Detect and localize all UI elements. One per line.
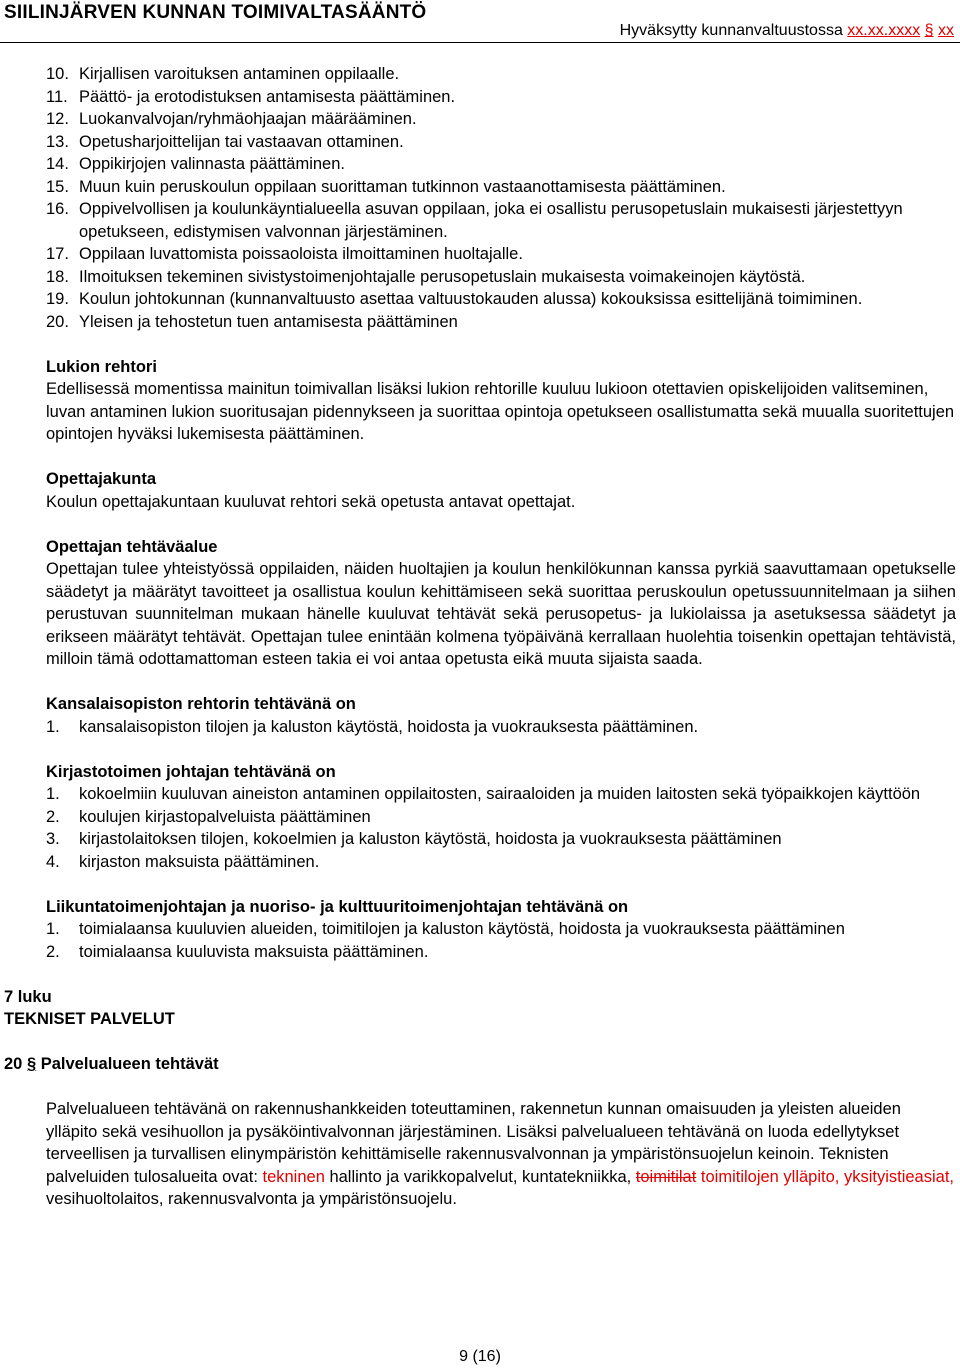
paragraph-text: vesihuoltolaitos, rakennusvalvonta ja ympäristönsuojelu. xyxy=(46,1190,457,1208)
list-item xyxy=(0,311,949,334)
list-text: Koulun johtokunnan (kunnanvaltuusto asettaa valtuustokauden alussa) kokouksissa esittelijänä toimiminen. xyxy=(79,290,863,308)
list-number: 4. xyxy=(46,852,60,871)
list-item xyxy=(0,153,949,176)
list-item xyxy=(0,243,949,266)
list-number: 17. xyxy=(46,245,69,263)
opettajakunta-section xyxy=(0,468,956,513)
approval-date: xx.xx.xxxx xyxy=(847,22,921,39)
list-text: kirjastolaitoksen tilojen, kokoelmien ja kaluston käytöstä, hoidosta ja vuokrauksesta päättäminen xyxy=(79,830,782,848)
liikuntatoimi-list xyxy=(0,918,960,963)
list-item xyxy=(0,828,939,851)
section-text: Opettajan tulee yhteistyössä oppilaiden, näiden huoltajien ja koulun henkilökunnan kanssa pyrkiä saavuttamaan opetukselle säädetyt ja määrätyt tavoitteet ja osallistua koulun kehittämiseen sekä suorittaa peruskoulun opetussuunnitelmaan ja siihen perustuvan suunnitelman mukaan hänelle kuuluvat tehtävät sekä perusopetus- ja lukiolaissa ja asetuksessa säädetyt ja erikseen määrätyt tehtävät. Opettajan tulee enintään kolmena työpäivänä kerrallaan huolehtia toisenkin opettajan tehtävistä, milloin tämä odottamattoman esteen takia ei voi antaa opetusta eikä muuta sijaista saada. xyxy=(46,560,956,668)
list-text: Luokanvalvojan/ryhmäohjaajan määrääminen. xyxy=(79,110,417,128)
page-number: 9 (16) xyxy=(459,1348,501,1365)
list-text: Opetusharjoittelijan tai vastaavan ottaminen. xyxy=(79,132,404,151)
section-heading: Opettajan tehtäväalue xyxy=(46,537,218,556)
section-heading: Liikuntatoimenjohtajan ja nuoriso- ja kulttuuritoimenjohtajan tehtävänä on xyxy=(46,897,629,916)
approval-note xyxy=(620,20,954,43)
section-number: 20 xyxy=(4,1055,23,1073)
paragraph-text: Palvelualueen tehtävänä on rakennushankkeiden toteuttaminen, rakennetun kunnan omaisuuden ja yleisten alueiden ylläpito sekä vesihuollon ja pysäköintivalvonnan järjestäminen. Lisäksi palvelualueen tehtävänä on luoda edellytykset terveellisen ja turvallisen elinympäristön kehittämiselle rakennusvalvonnan ja ympäristönsuojelun keinoin. Teknisten palveluiden tulosalueita ovat: xyxy=(46,1100,901,1186)
kansalaisopisto-list xyxy=(0,716,960,739)
paragraph-text: hallinto ja varikkopalvelut, kuntatekniikka, xyxy=(324,1167,636,1186)
opettajan-tehtavaalue-section xyxy=(0,536,956,671)
revision-insert: tekninen xyxy=(262,1167,325,1186)
list-item xyxy=(0,941,939,964)
list-item xyxy=(0,86,949,109)
revision-deletion: toimitilat xyxy=(635,1167,697,1186)
list-text: koulujen kirjastopalveluista päättäminen xyxy=(79,807,371,826)
list-text: Oppivelvollisen ja koulunkäyntialueella asuvan oppilaan, joka ei osallistu perusopetuslain mukaisesti järjestettyyn opetukseen, edistymisen valvonnan järjestäminen. xyxy=(79,200,903,241)
list-text: Päättö- ja erotodistuksen antamisesta päättäminen. xyxy=(79,87,456,106)
rehtori-task-list xyxy=(0,63,960,333)
list-number: 1. xyxy=(46,785,60,803)
section-heading: Opettajakunta xyxy=(46,470,157,488)
section-heading: Lukion rehtori xyxy=(46,357,157,376)
list-text: kirjaston maksuista päättäminen. xyxy=(79,852,320,871)
list-item xyxy=(0,806,939,829)
list-number: 16. xyxy=(46,200,69,218)
page-header xyxy=(0,0,960,44)
list-number: 1. xyxy=(46,717,60,736)
list-number: 14. xyxy=(46,155,69,173)
list-item xyxy=(0,716,939,739)
chapter-number: 7 luku xyxy=(4,987,52,1006)
approval-section: xx xyxy=(938,22,954,39)
kirjastotoimi-heading-block xyxy=(0,761,956,784)
section-sign: § xyxy=(26,1055,37,1073)
palvelualue-paragraph xyxy=(0,1098,956,1211)
section-text: Koulun opettajakuntaan kuuluvat rehtori sekä opetusta antavat opettajat. xyxy=(46,492,576,511)
lukion-rehtori-section xyxy=(0,356,956,446)
liikuntatoimi-heading-block xyxy=(0,896,956,919)
page-content xyxy=(0,63,960,1211)
header-divider xyxy=(0,42,960,43)
list-number: 12. xyxy=(46,110,69,128)
list-item xyxy=(0,198,949,243)
list-item xyxy=(0,851,939,874)
list-text: Muun kuin peruskoulun oppilaan suorittaman tutkinnon vastaanottamisesta päättäminen. xyxy=(79,177,726,196)
list-number: 18. xyxy=(46,267,69,286)
section-heading: Kansalaisopiston rehtorin tehtävänä on xyxy=(46,695,356,713)
list-number: 2. xyxy=(46,807,60,826)
kansalaisopisto-heading-block xyxy=(0,693,956,716)
section-20-heading xyxy=(0,1053,960,1076)
list-item xyxy=(0,783,939,806)
list-item xyxy=(0,918,939,941)
list-number: 20. xyxy=(46,312,69,331)
list-text: Ilmoituksen tekeminen sivistystoimenjohtajalle perusopetuslain mukaisesta voimakeinojen käytöstä. xyxy=(79,267,806,286)
list-number: 10. xyxy=(46,65,69,83)
list-number: 11. xyxy=(46,87,68,106)
list-item xyxy=(0,266,949,289)
approval-prefix: Hyväksytty kunnanvaltuustossa xyxy=(619,22,848,39)
section-text: Edellisessä momentissa mainitun toimivallan lisäksi lukion rehtorille kuuluu lukioon otettavien opiskelijoiden valitseminen, luvan antaminen lukion suoritusajan pidennykseen ja suorittaa opintoja opetukseen osallistumatta sekä muualla suoritettujen opintojen hyväksi lukemisesta päättäminen. xyxy=(46,380,955,443)
chapter-title: TEKNISET PALVELUT xyxy=(4,1010,175,1028)
document-title: SIILINJÄRVEN KUNNAN TOIMIVALTASÄÄNTÖ xyxy=(4,2,427,23)
list-item xyxy=(0,108,949,131)
section-sign: § xyxy=(924,22,934,39)
list-text: Yleisen ja tehostetun tuen antamisesta päättäminen xyxy=(79,312,458,331)
list-number: 15. xyxy=(46,177,69,196)
list-text: kokoelmiin kuuluvan aineiston antaminen oppilaitosten, sairaaloiden ja muiden laitosten sekä työpaikkojen käyttöön xyxy=(79,785,921,803)
list-text: Oppilaan luvattomista poissaoloista ilmoittaminen huoltajalle. xyxy=(79,245,523,263)
section-heading: Kirjastotoimen johtajan tehtävänä on xyxy=(46,762,336,781)
list-text: Oppikirjojen valinnasta päättäminen. xyxy=(79,155,345,173)
list-item xyxy=(0,288,949,311)
kirjastotoimi-list xyxy=(0,783,960,873)
list-item xyxy=(0,131,949,154)
section-title: Palvelualueen tehtävät xyxy=(40,1055,219,1073)
revision-insert: toimitilojen ylläpito, yksityistieasiat, xyxy=(696,1167,954,1186)
list-number: 3. xyxy=(46,830,60,848)
list-text: kansalaisopiston tilojen ja kaluston käytöstä, hoidosta ja vuokrauksesta päättäminen. xyxy=(79,717,699,736)
list-number: 13. xyxy=(46,132,69,151)
list-number: 1. xyxy=(46,920,60,938)
list-number: 19. xyxy=(46,290,69,308)
list-item xyxy=(0,63,949,86)
list-text: toimialaansa kuuluvien alueiden, toimitilojen ja kaluston käytöstä, hoidosta ja vuokrauksesta päättäminen xyxy=(79,920,845,938)
list-number: 2. xyxy=(46,942,60,961)
list-text: toimialaansa kuuluvista maksuista päättäminen. xyxy=(79,942,429,961)
list-item xyxy=(0,176,949,199)
list-text: Kirjallisen varoituksen antaminen oppilaalle. xyxy=(79,65,400,83)
